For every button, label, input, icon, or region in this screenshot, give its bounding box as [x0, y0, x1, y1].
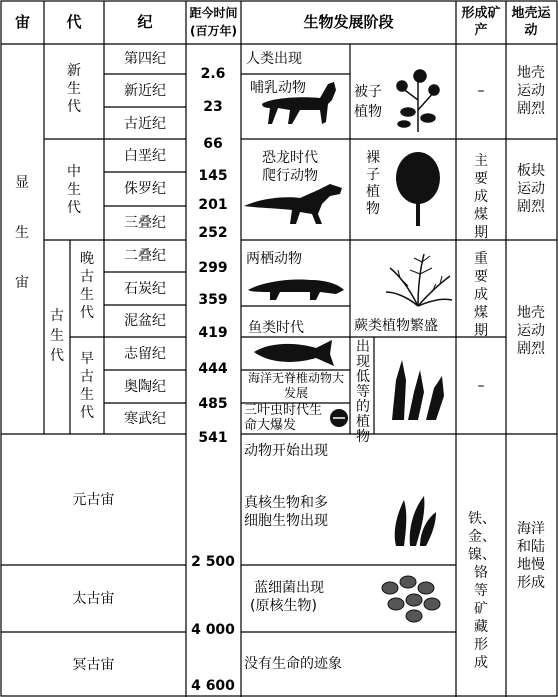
flowering-plant-illustration [397, 70, 439, 132]
life-amphibian: 两栖动物 [246, 251, 302, 267]
time-label: 4 600 [191, 678, 235, 694]
period-jurassic: 侏罗纪 [124, 181, 166, 197]
life-invertebrate: 海洋无脊椎动物大发展 [247, 371, 344, 400]
era-paleozoic: 古生代 [50, 308, 64, 364]
period-ordovician: 奥陶纪 [124, 379, 166, 395]
life-dinosaur: 恐龙时代爬行动物 [262, 150, 318, 184]
minerals-mesozoic: 主要成煤期 [474, 153, 488, 241]
header-eon: 宙 [14, 13, 30, 31]
era-early-paleozoic: 早古生代 [80, 351, 94, 421]
time-label: 66 [203, 136, 223, 152]
fern-illustration [386, 254, 452, 306]
header-period: 纪 [137, 13, 153, 31]
dinosaur-illustration [244, 184, 342, 224]
time-label: 201 [198, 197, 228, 213]
crust-precambrian: 海洋和陆地慢形成 [517, 521, 545, 591]
header-time-unit: (百万年) [190, 24, 237, 38]
period-paleogene: 古近纪 [124, 116, 166, 132]
crust-cenozoic: 地壳运动剧烈 [517, 65, 545, 117]
header-minerals: 形成矿产 [461, 6, 501, 38]
amphibian-illustration [248, 279, 344, 300]
minerals-late-paleozoic: 重要成煤期 [474, 251, 488, 339]
trilobite-illustration [330, 409, 348, 427]
minerals-early-paleozoic: – [477, 378, 485, 394]
period-devonian: 泥盆纪 [124, 313, 166, 329]
period-carboniferous: 石炭纪 [124, 281, 166, 297]
period-triassic: 三叠纪 [124, 215, 166, 231]
life-mammal: 哺乳动物 [250, 80, 306, 96]
life-trilobite: 三叶虫时代生命大爆发 [244, 403, 323, 433]
eukaryote-illustration [395, 496, 436, 546]
life-animals-appear: 动物开始出现 [244, 443, 328, 459]
time-label: 299 [198, 260, 228, 276]
time-label: 419 [198, 325, 228, 341]
fish-illustration [254, 340, 334, 366]
time-label: 2.6 [200, 66, 226, 82]
header-life: 生物发展阶段 [303, 13, 394, 31]
time-label: 23 [203, 99, 223, 115]
time-label: 145 [198, 168, 228, 184]
minerals-precambrian: 铁、金、镍、铬等矿藏形成 [468, 511, 496, 671]
eon-archean: 太古宙 [72, 591, 115, 607]
eon-hadean: 冥古宙 [72, 657, 115, 673]
life-human: 人类出现 [246, 51, 302, 67]
life-fish: 鱼类时代 [248, 320, 304, 336]
header-crust: 地壳运动 [511, 6, 551, 38]
time-label: 485 [198, 396, 228, 412]
crust-mesozoic: 板块运动剧烈 [517, 163, 545, 215]
time-label: 2 500 [191, 554, 235, 570]
time-label: 541 [198, 430, 228, 446]
life-lower-plants: 出现低等的植物 [356, 339, 370, 445]
period-permian: 二叠纪 [124, 248, 166, 264]
eon-phanerozoic: 显生宙 [15, 175, 29, 291]
eon-proterozoic: 元古宙 [72, 492, 115, 508]
period-silurian: 志留纪 [124, 346, 166, 362]
life-prokaryote: (原核生物) [250, 598, 317, 614]
life-cyanobacteria: 蓝细菌出现 [254, 580, 324, 596]
life-angiosperm: 被子植物 [354, 84, 382, 120]
crust-paleozoic: 地壳运动剧烈 [517, 305, 545, 357]
period-neogene: 新近纪 [124, 83, 166, 99]
period-cretaceous: 白垩纪 [124, 148, 166, 164]
life-gymnosperm: 裸子植物 [366, 150, 380, 217]
time-label: 359 [198, 292, 228, 308]
cyanobacteria-illustration [382, 576, 440, 622]
era-mesozoic: 中生代 [67, 164, 81, 216]
time-label: 252 [198, 225, 228, 241]
period-quaternary: 第四纪 [124, 51, 166, 67]
life-fern: 蕨类植物繁盛 [354, 318, 438, 334]
lower-plants-illustration [392, 360, 444, 420]
time-label: 4 000 [191, 622, 235, 638]
header-era: 代 [66, 13, 82, 31]
time-label: 444 [198, 361, 228, 377]
header-time: 距今时间 [189, 6, 238, 20]
era-cenozoic: 新生代 [67, 63, 81, 115]
conifer-tree-illustration [396, 152, 440, 226]
minerals-cenozoic: – [477, 83, 485, 99]
period-cambrian: 寒武纪 [124, 411, 166, 427]
life-eukaryote: 真核生物和多细胞生物出现 [244, 495, 328, 529]
era-late-paleozoic: 晚古生代 [80, 251, 94, 321]
life-no-life: 没有生命的迹象 [244, 656, 342, 672]
